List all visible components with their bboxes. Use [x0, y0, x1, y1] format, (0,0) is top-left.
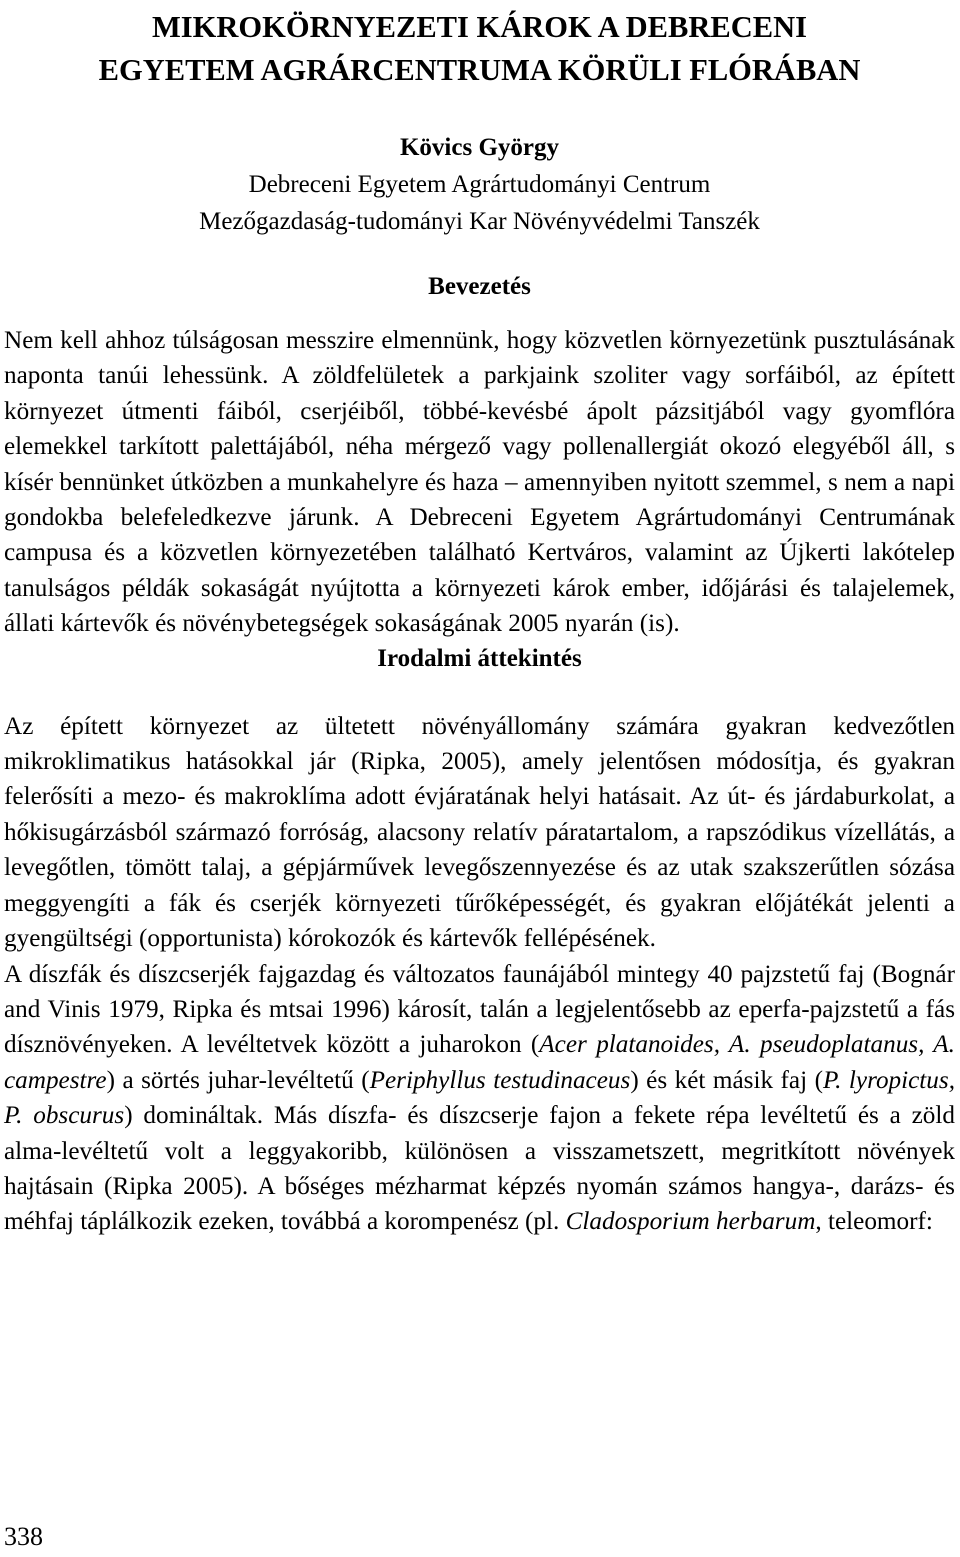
paper-title-line-2: EGYETEM AGRÁRCENTRUMA KÖRÜLI FLÓRÁBAN: [98, 53, 861, 87]
intro-paragraph: Nem kell ahhoz túlságosan messzire elmennünk, hogy közvetlen környezetünk pusztulásának naponta tanúi lehessünk. A zöldfelületek a parkjaink szoliter vagy sorfáiból, az épített környezet útmenti fáiból, cserjéiből, többé-kevésbé ápolt pázsitjából vagy gyomflóra elemekkel tarkított palettájából, néha mérgező vagy pollenallergiát okozó elegyéből áll, s kísér bennünket útközben a munkahelyre és haza – amennyiben nyitott szemmel, s nem a napi gondokba belefeledkezve járunk. A Debreceni Egyetem Agrártudományi Centrumának campusa és a közvetlen környezetében található Kertváros, valamint az Újkerti lakótelep tanulságos példák sokaságát nyújtotta a környezeti károk ember, időjárási és talajelemek, állati kártevők és növénybetegségek sokaságának 2005 nyarán (is).: [4, 327, 955, 638]
section-heading-intro: Bevezetés: [428, 273, 531, 300]
text-run: , teleomorf:: [815, 1208, 933, 1236]
species-name: Periphyllus testudinaceus: [369, 1066, 631, 1094]
page-number: 338: [4, 1522, 43, 1551]
text-run: ) domináltak. Más díszfa- és díszcserje fajon a fekete répa levéltetű és a zöld alma-levéltetű volt a leggyakoribb, különösen a visszametszett, megritkított növények hajtásain (Ripka 2005). A bőséges mézharmat képzés nyomán számos hangya-, darázs- és méhfaj táplálkozik ezeken, továbbá a korompenész (pl.: [4, 1102, 955, 1236]
paper-title: [4, 6, 955, 92]
literature-paragraph-1: Az épített környezet az ültetett növényállomány számára gyakran kedvezőtlen mikroklimatikus hatásokkal jár (Ripka, 2005), amely jelentősen módosítja, és gyakran felerősíti a mezo- és makroklíma adott évjáratának helyi hatásait. Az út- és járdaburkolat, a hőkisugárzásból származó forróság, alacsony relatív páratartalom, a rapszódikus vízellátás, a levegőtlen, tömött talaj, a gépjárművek levegőszennyezése és az utak szakszerűtlen sózása meggyengíti a fák és cserjék környezeti tűrőképességét, és gyakran előjátékát jelenti a gyengültségi (opportunista) kórokozók és kártevők fellépésének.: [4, 712, 955, 953]
affiliation-line-1: Debreceni Egyetem Agrártudományi Centrum: [248, 171, 711, 198]
species-name: Acer platanoides, A. pseudoplatanus, A. campestre: [4, 1031, 955, 1094]
species-name: Cladosporium herbarum: [565, 1208, 816, 1236]
paper-title-line-1: MIKROKÖRNYEZETI KÁROK A DEBRECENI: [151, 10, 807, 44]
literature-paragraph-2: [4, 957, 955, 1240]
document-page: [4, 0, 955, 1240]
text-run: ) és két másik faj (: [630, 1066, 823, 1094]
author-name: Kövics György: [399, 134, 559, 161]
affiliation-line-2: Mezőgazdaság-tudományi Kar Növényvédelmi Tanszék: [199, 208, 760, 235]
text-run: A díszfák és díszcserjék fajgazdag és változatos faunájából mintegy 40 pajzstetű faj (Bognár and Vinis 1979, Ripka és mtsai 1996) károsít, talán a legjelentősebb az eperfa-pajzstetű a fás dísznövényeken. A levéltetvek között a juharokon (: [4, 960, 955, 1059]
section-heading-literature: Irodalmi áttekintés: [377, 644, 582, 672]
species-name: P. lyropictus, P. obscurus: [4, 1066, 955, 1130]
text-run: ) a sörtés juhar-levéltetű (: [106, 1066, 370, 1094]
